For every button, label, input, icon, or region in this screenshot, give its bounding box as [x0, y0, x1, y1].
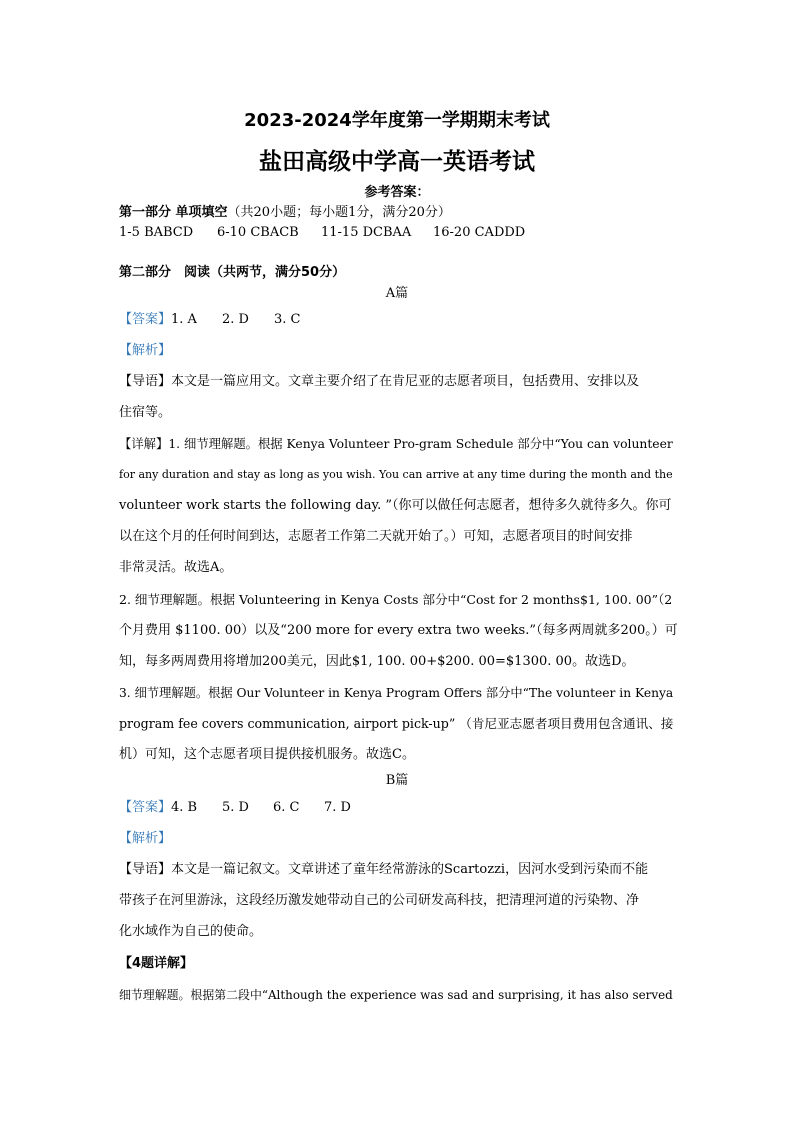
- section-a-answers: [119, 312, 679, 328]
- section-b-guide-line: 带孩子在河里游泳，这段经历激发她带动自己的公司研发高科技，把清理河道的污染物、净: [119, 893, 640, 908]
- section-a-detail-line: [119, 436, 679, 452]
- section-b-label: B篇: [385, 773, 409, 788]
- guide-text: 本文是一篇应用文。文章主要介绍了在肯尼亚的志愿者项目，包括费用、安排以及: [171, 374, 640, 389]
- detail-tag: 【详解】: [119, 437, 169, 451]
- exam-term-title: 2023-2024学年度第一学期期末考试: [244, 110, 550, 131]
- answer-key-label: 参考答案：: [364, 185, 430, 200]
- section-a-detail-line: volunteer work starts the following day. ”（你可以做任何志愿者，想待多久就待多久。你可: [119, 498, 672, 513]
- answer-group: 6-10 CBACB: [217, 225, 299, 240]
- section-a-detail-line: 2. 细节理解题。根据 Volunteering in Kenya Costs 部分中“Cost for 2 months$1, 100. 00”（2: [119, 592, 673, 607]
- part1-answers: [119, 225, 679, 241]
- answer-tag: 【答案】: [119, 800, 172, 815]
- section-a-detail-line: 3. 细节理解题。根据 Our Volunteer in Kenya Program Offers 部分中“The volunteer in Kenya: [119, 686, 674, 700]
- analysis-tag: 【解析】: [119, 831, 172, 846]
- q4-detail-line: 细节理解题。根据第二段中“Although the experience was sad and surprising, it has also served: [119, 988, 673, 1002]
- answer-group: 1-5 BABCD: [119, 225, 194, 240]
- answer-item: 7. D: [324, 800, 351, 815]
- section-a-detail-line: 非常灵活。故选A。: [119, 560, 233, 575]
- answer-item: 3. C: [274, 312, 301, 327]
- part1-heading-rest: （共20小题；每小题1分，满分20分）: [227, 205, 451, 220]
- section-b-guide-line: [119, 862, 679, 878]
- section-a-detail-line: program fee covers communication, airport pick-up” （肯尼亚志愿者项目费用包含通讯、接: [119, 716, 674, 731]
- part1-heading: [119, 205, 679, 221]
- answer-tag: 【答案】: [119, 312, 172, 327]
- section-a-detail-line: 知，每多两周费用将增加200美元，因此$1, 100. 00+$200. 00=$1300. 00。故选D。: [119, 654, 635, 669]
- section-a-detail-line: 以在这个月的任何时间到达，志愿者工作第二天就开始了。）可知，志愿者项目的时间安排: [119, 529, 633, 544]
- section-a-detail-line: 机）可知，这个志愿者项目提供接机服务。故选C。: [119, 747, 415, 762]
- section-a-guide-line: [119, 374, 679, 390]
- part1-heading-bold: 第一部分 单项填空: [119, 205, 228, 220]
- answer-item: 1. A: [171, 312, 197, 327]
- section-b-answers: [119, 800, 679, 816]
- guide-text: 本文是一篇记叙文。文章讲述了童年经常游泳的Scartozzi，因河水受到污染而不能: [171, 862, 649, 877]
- section-a-detail-line: for any duration and stay as long as you wish. You can arrive at any time during the month and the: [119, 468, 673, 481]
- answer-group: 16-20 CADDD: [433, 225, 526, 240]
- analysis-tag: 【解析】: [119, 343, 172, 358]
- q4-heading: 【4题详解】: [119, 956, 194, 971]
- answer-item: 4. B: [171, 800, 198, 815]
- answer-item: 6. C: [273, 800, 300, 815]
- answer-item: 5. D: [222, 800, 249, 815]
- guide-tag: 【导语】: [119, 862, 172, 877]
- section-a-guide-line: 住宿等。: [119, 405, 172, 420]
- section-a-detail-line: 个月费用 $1100. 00）以及“200 more for every extra two weeks.”（每多两周就多200。）可: [119, 623, 678, 638]
- part2-heading: 第二部分 阅读（共两节，满分50分）: [119, 265, 346, 280]
- section-b-guide-line: 化水域作为自己的使命。: [119, 924, 263, 939]
- detail-text: 1. 细节理解题。根据 Kenya Volunteer Pro-gram Schedule 部分中“You can volunteer: [168, 437, 673, 451]
- section-a-label: A篇: [385, 286, 409, 301]
- guide-tag: 【导语】: [119, 374, 172, 389]
- answer-group: 11-15 DCBAA: [321, 225, 412, 240]
- answer-item: 2. D: [222, 312, 249, 327]
- exam-school-title: 盐田高级中学高一英语考试: [259, 149, 535, 175]
